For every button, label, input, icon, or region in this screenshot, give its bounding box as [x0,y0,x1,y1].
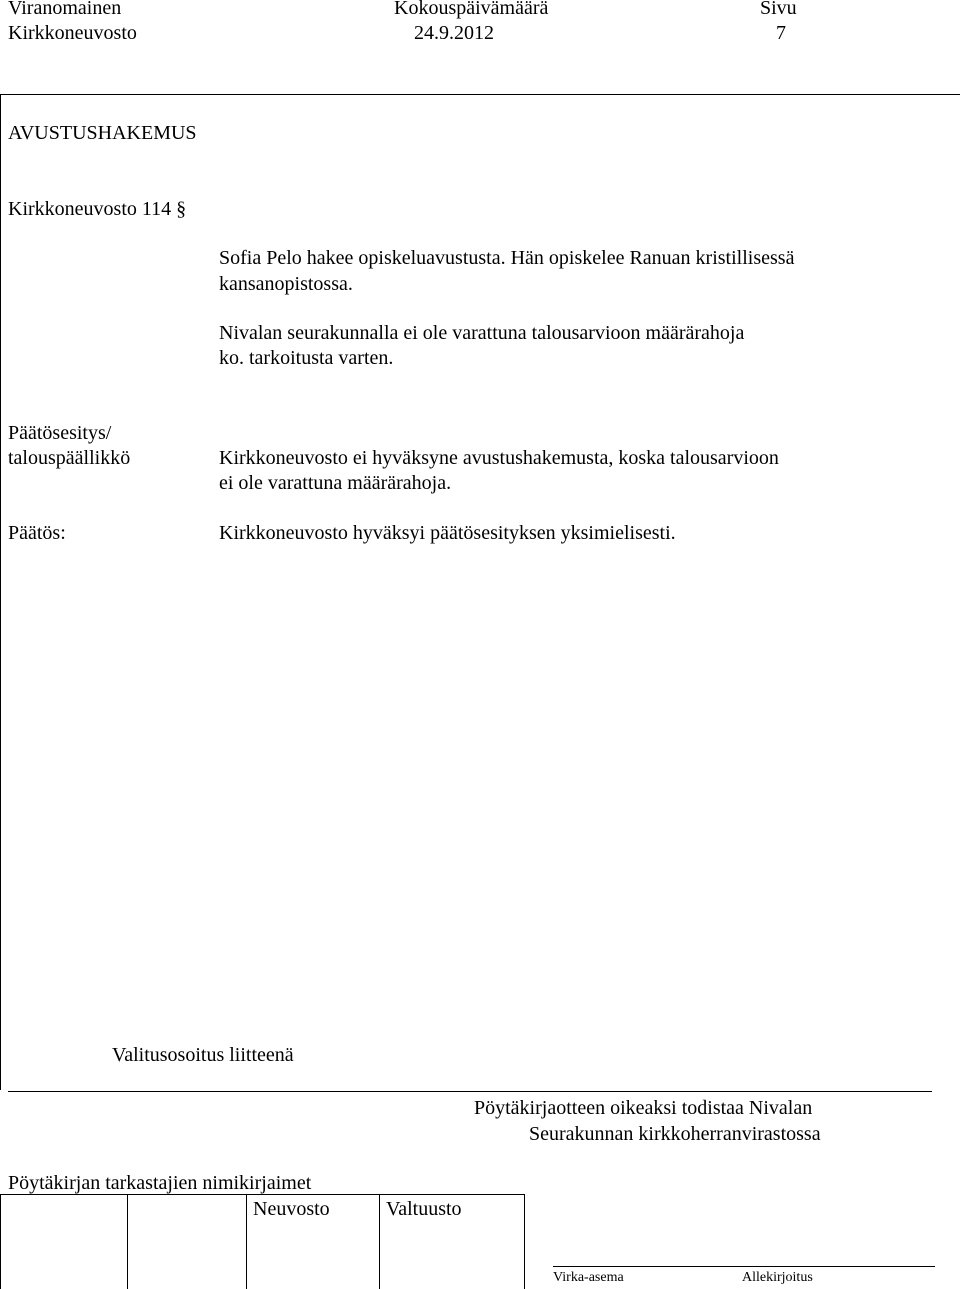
initials-table-top-border [0,1194,525,1195]
proposal-text-line2: ei ole varattuna määrärahoja. [219,472,452,494]
page-number: 7 [776,22,786,44]
signature-label: Allekirjoitus [742,1270,813,1285]
certification-line2: Seurakunnan kirkkoherranvirastossa [529,1123,821,1145]
frame-left-border [0,94,1,1090]
initials-table-divider-2 [246,1194,247,1289]
initials-label: Pöytäkirjan tarkastajien nimikirjaimet [8,1172,312,1194]
initials-col-assembly: Valtuusto [386,1198,462,1220]
meeting-date-label: Kokouspäivämäärä [394,0,549,19]
proposal-text-line1: Kirkkoneuvosto ei hyväksyne avustushakemusta, koska talousarvioon [219,447,779,469]
decision-label: Päätös: [8,522,66,544]
appeal-note: Valitusosoitus liitteenä [112,1044,294,1066]
initials-table-left-border [0,1194,1,1289]
proposal-label-line1: Päätösesitys/ [8,422,112,444]
authority-label: Viranomainen [8,0,122,19]
section-reference: Kirkkoneuvosto 114 § [8,198,187,220]
certification-line1: Pöytäkirjaotteen oikeaksi todistaa Nivalan [474,1097,813,1119]
frame-top-border [0,94,960,95]
signature-line [553,1266,935,1267]
authority-value: Kirkkoneuvosto [8,22,137,44]
paragraph-budget-line2: ko. tarkoitusta varten. [219,347,394,369]
initials-col-council: Neuvosto [253,1198,330,1220]
footer-divider [8,1091,932,1092]
paragraph-application-line2: kansanopistossa. [219,273,353,295]
document-title: AVUSTUSHAKEMUS [8,122,197,144]
page-label: Sivu [760,0,797,19]
paragraph-application-line1: Sofia Pelo hakee opiskeluavustusta. Hän opiskelee Ranuan kristillisessä [219,247,795,269]
paragraph-budget-line1: Nivalan seurakunnalla ei ole varattuna talousarvioon määrärahoja [219,322,745,344]
decision-text: Kirkkoneuvosto hyväksyi päätösesityksen yksimielisesti. [219,522,676,544]
initials-table-divider-1 [127,1194,128,1289]
initials-table-divider-3 [379,1194,380,1289]
meeting-date-value: 24.9.2012 [414,22,494,44]
initials-table-right-border [524,1194,525,1289]
position-label: Virka-asema [553,1270,624,1285]
proposal-label-line2: talouspäällikkö [8,447,131,469]
